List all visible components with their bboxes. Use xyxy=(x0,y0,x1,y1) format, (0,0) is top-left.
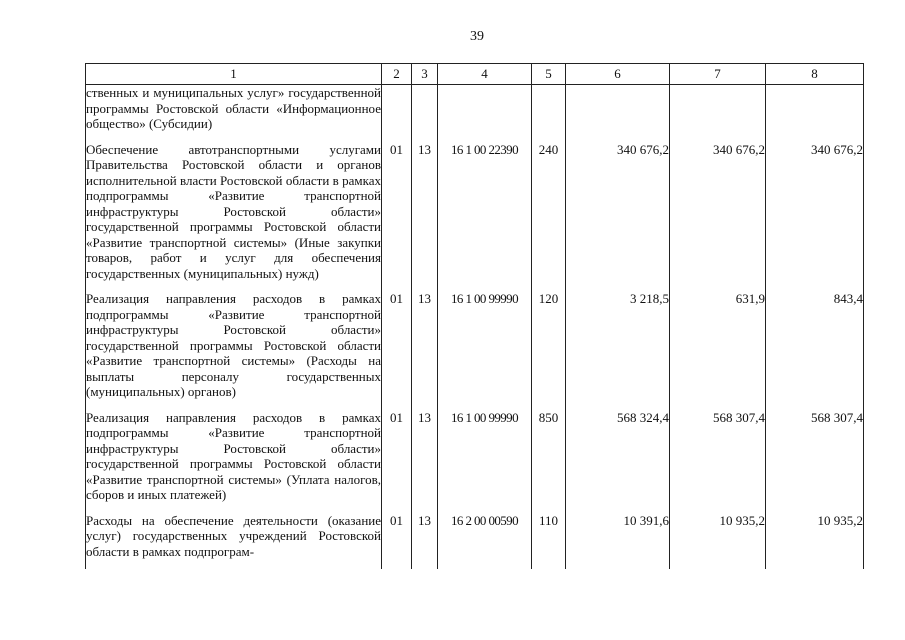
row-amount-col6 xyxy=(566,85,670,142)
row-expense-type-code: 110 xyxy=(532,513,566,570)
row-subsection-code: 13 xyxy=(412,513,438,570)
row-amount-col7: 10 935,2 xyxy=(670,513,766,570)
row-target-article-code xyxy=(438,85,532,142)
row-subsection-code xyxy=(412,85,438,142)
page-number: 39 xyxy=(470,29,484,44)
row-section-code: 01 xyxy=(382,142,412,292)
row-amount-col8 xyxy=(766,85,864,142)
row-target-article-code: 16 1 00 22390 xyxy=(438,142,532,292)
column-header-2: 2 xyxy=(382,64,412,85)
column-header-4: 4 xyxy=(438,64,532,85)
budget-table xyxy=(85,63,864,569)
column-header-5: 5 xyxy=(532,64,566,85)
row-description: Расходы на обеспечение деятельности (оказание услуг) государственных учреждений Ростовской области в рамках подпрограм- xyxy=(86,513,382,570)
row-amount-col7: 568 307,4 xyxy=(670,410,766,513)
row-amount-col6: 340 676,2 xyxy=(566,142,670,292)
table-row xyxy=(86,513,864,570)
column-header-1: 1 xyxy=(86,64,382,85)
column-header-7: 7 xyxy=(670,64,766,85)
row-amount-col8: 340 676,2 xyxy=(766,142,864,292)
row-subsection-code: 13 xyxy=(412,142,438,292)
row-target-article-code: 16 1 00 99990 xyxy=(438,410,532,513)
row-amount-col8: 843,4 xyxy=(766,291,864,410)
row-amount-col6: 10 391,6 xyxy=(566,513,670,570)
header-row xyxy=(86,64,864,85)
row-description: ственных и муниципальных услуг» государственной программы Ростовской области «Информационное общество» (Субсидии) xyxy=(86,85,382,142)
column-header-8: 8 xyxy=(766,64,864,85)
column-header-6: 6 xyxy=(566,64,670,85)
row-description: Обеспечение автотранспортными услугами Правительства Ростовской области и органов исполнительной власти Ростовской области в рамках подпрограммы «Развитие транспортной инфраструктуры Ростовской области» государственной программы Ростовской области «Развитие транспортной системы» (Иные закупки товаров, работ и услуг для обеспечения государственных (муниципальных) нужд) xyxy=(86,142,382,292)
row-section-code xyxy=(382,85,412,142)
row-amount-col8: 568 307,4 xyxy=(766,410,864,513)
row-amount-col7: 631,9 xyxy=(670,291,766,410)
row-target-article-code: 16 2 00 00590 xyxy=(438,513,532,570)
row-expense-type-code: 240 xyxy=(532,142,566,292)
row-section-code: 01 xyxy=(382,513,412,570)
row-amount-col7: 340 676,2 xyxy=(670,142,766,292)
row-target-article-code: 16 1 00 99990 xyxy=(438,291,532,410)
row-expense-type-code: 850 xyxy=(532,410,566,513)
row-expense-type-code xyxy=(532,85,566,142)
row-section-code: 01 xyxy=(382,410,412,513)
table-row xyxy=(86,410,864,513)
row-description: Реализация направления расходов в рамках подпрограммы «Развитие транспортной инфраструктуры Ростовской области» государственной программы Ростовской области «Развитие транспортной системы» (Расходы на выплаты персоналу государственных (муниципальных) органов) xyxy=(86,291,382,410)
row-description: Реализация направления расходов в рамках подпрограммы «Развитие транспортной инфраструктуры Ростовской области» государственной программы Ростовской области «Развитие транспортной системы» (Уплата налогов, сборов и иных платежей) xyxy=(86,410,382,513)
row-section-code: 01 xyxy=(382,291,412,410)
row-amount-col8: 10 935,2 xyxy=(766,513,864,570)
row-amount-col6: 568 324,4 xyxy=(566,410,670,513)
row-subsection-code: 13 xyxy=(412,291,438,410)
table-row xyxy=(86,85,864,142)
row-expense-type-code: 120 xyxy=(532,291,566,410)
table-row xyxy=(86,291,864,410)
row-amount-col6: 3 218,5 xyxy=(566,291,670,410)
row-subsection-code: 13 xyxy=(412,410,438,513)
row-amount-col7 xyxy=(670,85,766,142)
table-row xyxy=(86,142,864,292)
column-header-3: 3 xyxy=(412,64,438,85)
